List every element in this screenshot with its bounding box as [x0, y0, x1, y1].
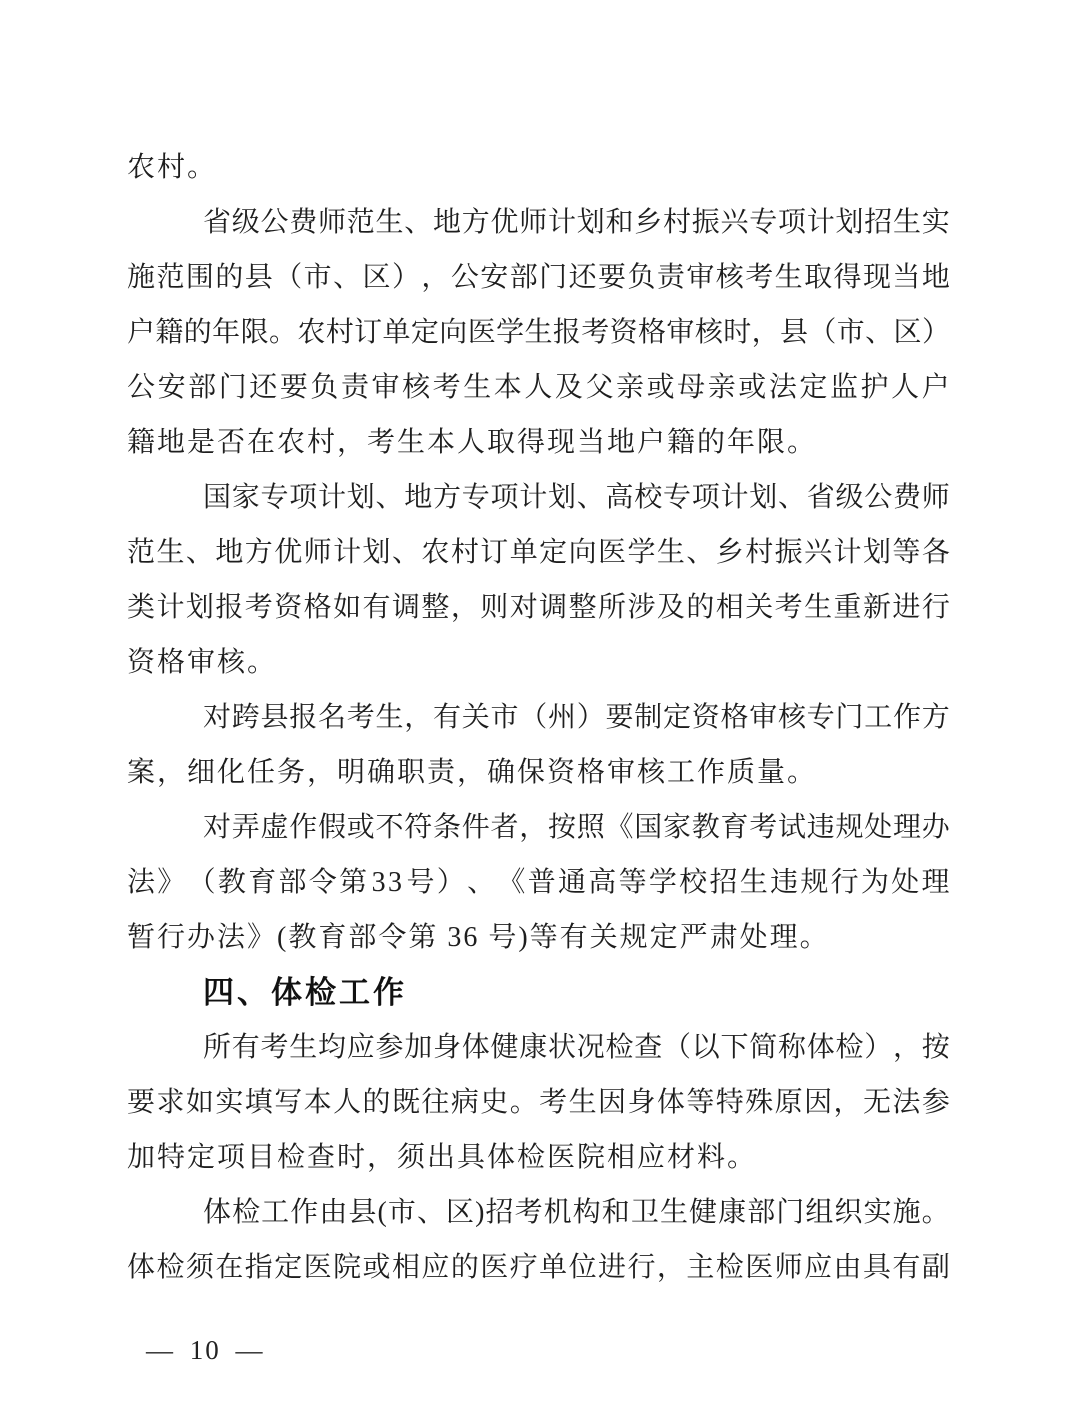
text-line: 类 计 划 报 考 资 格 如 有 调 整 ， 则 对 调 整 所 涉 及 的 相 关 考 生 重 新 进 行 [127, 592, 950, 623]
text-line: 国 家 专 项 计 划 、 地 方 专 项 计 划 、 高 校 专 项 计 划 、 省 级 公 费 师 [203, 482, 950, 513]
document-body [127, 140, 950, 1295]
text-line: 农村。 [127, 152, 218, 183]
text-line: 施 范 围 的 县 （ 市 、 区 ） ， 公 安 部 门 还 要 负 责 审 核 考 生 取 得 现 当 地 [127, 262, 950, 293]
text-line: 对 跨 县 报 名 考 生 ， 有 关 市 （ 州 ） 要 制 定 资 格 审 核 专 门 工 作 方 [203, 702, 950, 733]
page-number: — 10 — [146, 1335, 265, 1365]
text-line: 公 安 部 门 还 要 负 责 审 核 考 生 本 人 及 父 亲 或 母 亲 或 法 定 监 护 人 户 [127, 372, 950, 403]
text-line: 资格审核。 [127, 647, 278, 678]
text-line: 所 有 考 生 均 应 参 加 身 体 健 康 状 况 检 查 （ 以 下 简 称 体 检 ） ， 按 [203, 1032, 950, 1063]
text-line: 省 级 公 费 师 范 生 、 地 方 优 师 计 划 和 乡 村 振 兴 专 项 计 划 招 生 实 [203, 207, 950, 238]
text-line: 法 》 （ 教 育 部 令 第 3 3 号 ） 、 《 普 通 高 等 学 校 招 生 违 规 行 为 处 理 [127, 867, 950, 898]
text-line: 户 籍 的 年 限 。 农 村 订 单 定 向 医 学 生 报 考 资 格 审 核 时 ， 县 （ 市 、 区 ） [127, 317, 950, 348]
text-line: 体 检 须 在 指 定 医 院 或 相 应 的 医 疗 单 位 进 行 ， 主 检 医 师 应 由 具 有 副 [127, 1252, 950, 1283]
text-line: 要 求 如 实 填 写 本 人 的 既 往 病 史 。 考 生 因 身 体 等 特 殊 原 因 ， 无 法 参 [127, 1087, 950, 1118]
text-line: 加特定项目检查时，须出具体检医院相应材料。 [127, 1142, 758, 1173]
text-line: 籍地是否在农村，考生本人取得现当地户籍的年限。 [127, 427, 818, 458]
text-line: 暂行办法》(教育部令第 36 号)等有关规定严肃处理。 [127, 922, 830, 953]
text-line: 体 检 工 作 由 县 ( 市 、 区 ) 招 考 机 构 和 卫 生 健 康 部 门 组 织 实 施 。 [203, 1197, 950, 1228]
text-line: 对 弄 虚 作 假 或 不 符 条 件 者 ， 按 照 《 国 家 教 育 考 试 违 规 处 理 办 [203, 812, 950, 843]
section-heading: 四、体检工作 [203, 975, 407, 1010]
text-line: 案，细化任务，明确职责，确保资格审核工作质量。 [127, 757, 818, 788]
text-line: 范 生 、 地 方 优 师 计 划 、 农 村 订 单 定 向 医 学 生 、 乡 村 振 兴 计 划 等 各 [127, 537, 950, 568]
